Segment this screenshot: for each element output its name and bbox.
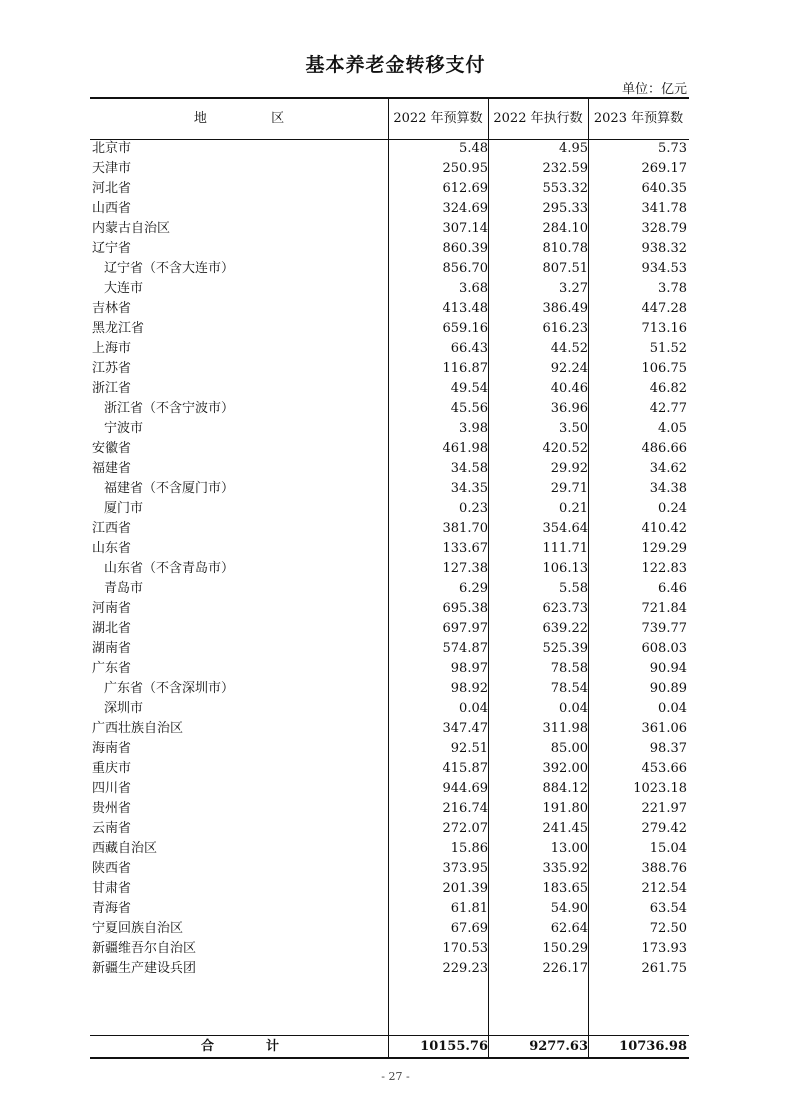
table-row (90, 679, 689, 699)
value-2022-budget: 461.98 (442, 441, 488, 456)
region-cell: 山东省（不含青岛市） (104, 561, 235, 576)
region-cell: 宁夏回族自治区 (92, 921, 184, 936)
value-2022-budget: 92.51 (450, 741, 488, 756)
value-2023-budget: 221.97 (641, 801, 687, 816)
region-cell: 广东省 (92, 661, 132, 676)
value-2023-budget: 72.50 (649, 921, 687, 936)
table-row (90, 739, 689, 759)
value-2023-budget: 15.04 (649, 841, 687, 856)
value-2022-budget: 67.69 (450, 921, 488, 936)
region-cell: 青海省 (92, 901, 132, 916)
region-cell: 江西省 (92, 521, 132, 536)
value-2022-budget: 66.43 (450, 341, 488, 356)
value-2023-budget: 261.75 (641, 961, 687, 976)
total-row (90, 1037, 689, 1057)
table-row (90, 339, 689, 359)
value-2023-budget: 42.77 (649, 401, 687, 416)
value-2023-budget: 90.89 (649, 681, 687, 696)
value-2023-budget: 388.76 (641, 861, 687, 876)
value-2022-budget: 45.56 (450, 401, 488, 416)
value-2023-budget: 341.78 (641, 201, 687, 216)
value-2023-budget: 34.62 (649, 461, 687, 476)
value-2022-actual: 553.32 (542, 181, 588, 196)
table-row (90, 379, 689, 399)
table-row (90, 139, 689, 159)
value-2022-actual: 623.73 (542, 601, 588, 616)
value-2023-budget: 106.75 (641, 361, 687, 376)
value-2022-budget: 272.07 (442, 821, 488, 836)
value-2022-actual: 191.80 (542, 801, 588, 816)
value-2022-actual: 29.92 (550, 461, 588, 476)
value-2022-actual: 13.00 (550, 841, 588, 856)
table-row (90, 239, 689, 259)
total-2022-budget: 10155.76 (420, 1039, 488, 1054)
value-2023-budget: 51.52 (649, 341, 687, 356)
value-2022-budget: 229.23 (442, 961, 488, 976)
header-region (90, 99, 388, 139)
value-2022-budget: 34.35 (450, 481, 488, 496)
value-2023-budget: 63.54 (649, 901, 687, 916)
value-2022-actual: 616.23 (542, 321, 588, 336)
value-2023-budget: 90.94 (649, 661, 687, 676)
value-2023-budget: 5.73 (658, 141, 687, 156)
table-row (90, 519, 689, 539)
table-row (90, 939, 689, 959)
region-cell: 吉林省 (92, 301, 132, 316)
region-cell: 陕西省 (92, 861, 132, 876)
value-2022-actual: 525.39 (542, 641, 588, 656)
value-2023-budget: 721.84 (641, 601, 687, 616)
header-region-a: 地 (193, 111, 207, 126)
region-cell: 上海市 (92, 341, 132, 356)
value-2022-budget: 373.95 (442, 861, 488, 876)
table-row (90, 499, 689, 519)
table-row (90, 919, 689, 939)
region-cell: 福建省（不含厦门市） (104, 481, 235, 496)
region-cell: 浙江省 (92, 381, 132, 396)
table-row (90, 259, 689, 279)
value-2022-budget: 307.14 (442, 221, 488, 236)
table-row (90, 619, 689, 639)
value-2023-budget: 739.77 (641, 621, 687, 636)
value-2023-budget: 129.29 (641, 541, 687, 556)
header-2022-budget: 2022 年预算数 (393, 111, 483, 126)
region-cell: 浙江省（不含宁波市） (104, 401, 235, 416)
region-cell: 黑龙江省 (92, 321, 145, 336)
value-2022-actual: 54.90 (550, 901, 588, 916)
value-2023-budget: 453.66 (641, 761, 687, 776)
page-number: - 27 - (381, 1070, 410, 1083)
value-2022-budget: 3.68 (459, 281, 488, 296)
value-2022-actual: 183.65 (542, 881, 588, 896)
table-row (90, 839, 689, 859)
region-cell: 河南省 (92, 601, 132, 616)
value-2022-budget: 944.69 (442, 781, 488, 796)
value-2022-actual: 44.52 (550, 341, 588, 356)
value-2023-budget: 3.78 (658, 281, 687, 296)
table-row (90, 419, 689, 439)
table-row (90, 659, 689, 679)
total-divider (90, 1035, 689, 1036)
value-2022-actual: 639.22 (542, 621, 588, 636)
value-2022-actual: 85.00 (550, 741, 588, 756)
table-row (90, 879, 689, 899)
table-row (90, 539, 689, 559)
unit-label: 单位：亿元 (621, 82, 687, 97)
table-body (90, 139, 689, 979)
value-2022-actual: 807.51 (542, 261, 588, 276)
table-row (90, 319, 689, 339)
value-2022-actual: 0.04 (559, 701, 588, 716)
value-2022-actual: 284.10 (542, 221, 588, 236)
table-row (90, 639, 689, 659)
value-2022-budget: 5.48 (459, 141, 488, 156)
table-row (90, 439, 689, 459)
value-2022-budget: 201.39 (442, 881, 488, 896)
value-2022-budget: 133.67 (442, 541, 488, 556)
value-2022-budget: 3.98 (459, 421, 488, 436)
value-2022-budget: 612.69 (442, 181, 488, 196)
region-cell: 山西省 (92, 201, 132, 216)
table-row (90, 719, 689, 739)
region-cell: 甘肃省 (92, 881, 132, 896)
region-cell: 大连市 (104, 281, 144, 296)
region-cell: 河北省 (92, 181, 132, 196)
region-cell: 湖南省 (92, 641, 132, 656)
value-2022-actual: 354.64 (542, 521, 588, 536)
value-2022-actual: 295.33 (542, 201, 588, 216)
value-2023-budget: 4.05 (658, 421, 687, 436)
value-2023-budget: 713.16 (641, 321, 687, 336)
region-cell: 重庆市 (92, 761, 132, 776)
total-2022-actual: 9277.63 (529, 1039, 588, 1054)
value-2022-actual: 40.46 (550, 381, 588, 396)
value-2023-budget: 34.38 (649, 481, 687, 496)
region-cell: 宁波市 (104, 421, 144, 436)
value-2023-budget: 122.83 (641, 561, 687, 576)
value-2022-budget: 856.70 (442, 261, 488, 276)
value-2022-budget: 98.97 (450, 661, 488, 676)
table-row (90, 199, 689, 219)
value-2022-actual: 3.27 (559, 281, 588, 296)
region-cell: 山东省 (92, 541, 132, 556)
value-2022-budget: 860.39 (442, 241, 488, 256)
value-2022-actual: 0.21 (559, 501, 588, 516)
value-2022-budget: 15.86 (450, 841, 488, 856)
value-2022-actual: 4.95 (559, 141, 588, 156)
value-2022-actual: 420.52 (542, 441, 588, 456)
value-2022-budget: 0.23 (459, 501, 488, 516)
region-cell: 新疆维吾尔自治区 (92, 941, 197, 956)
value-2022-budget: 49.54 (450, 381, 488, 396)
region-cell: 天津市 (92, 161, 132, 176)
transfer-table (90, 97, 689, 1059)
value-2022-actual: 386.49 (542, 301, 588, 316)
region-cell: 西藏自治区 (92, 841, 158, 856)
value-2022-budget: 170.53 (442, 941, 488, 956)
value-2022-budget: 0.04 (459, 701, 488, 716)
value-2023-budget: 46.82 (649, 381, 687, 396)
region-cell: 四川省 (92, 781, 132, 796)
region-cell: 新疆生产建设兵团 (92, 961, 197, 976)
value-2023-budget: 6.46 (658, 581, 687, 596)
table-row (90, 219, 689, 239)
value-2022-budget: 324.69 (442, 201, 488, 216)
value-2022-budget: 6.29 (459, 581, 488, 596)
value-2023-budget: 0.04 (658, 701, 687, 716)
value-2022-budget: 127.38 (442, 561, 488, 576)
value-2022-budget: 216.74 (442, 801, 488, 816)
region-cell: 福建省 (92, 461, 132, 476)
value-2023-budget: 938.32 (641, 241, 687, 256)
value-2022-actual: 150.29 (542, 941, 588, 956)
value-2022-budget: 347.47 (442, 721, 488, 736)
table-row (90, 599, 689, 619)
value-2022-actual: 106.13 (542, 561, 588, 576)
value-2022-budget: 116.87 (442, 361, 488, 376)
table-row (90, 159, 689, 179)
page-title: 基本养老金转移支付 (305, 54, 486, 76)
value-2022-budget: 34.58 (450, 461, 488, 476)
value-2023-budget: 212.54 (641, 881, 687, 896)
total-label-b: 计 (266, 1039, 280, 1054)
value-2022-actual: 111.71 (542, 541, 588, 556)
value-2023-budget: 640.35 (641, 181, 687, 196)
value-2023-budget: 410.42 (641, 521, 687, 536)
table-row (90, 579, 689, 599)
value-2022-actual: 884.12 (542, 781, 588, 796)
table-row (90, 799, 689, 819)
value-2022-actual: 78.58 (550, 661, 588, 676)
value-2023-budget: 486.66 (641, 441, 687, 456)
value-2023-budget: 328.79 (641, 221, 687, 236)
value-2022-actual: 3.50 (559, 421, 588, 436)
table-row (90, 559, 689, 579)
table-row (90, 859, 689, 879)
region-cell: 内蒙古自治区 (92, 221, 171, 236)
value-2023-budget: 1023.18 (633, 781, 687, 796)
table-row (90, 299, 689, 319)
value-2022-budget: 98.92 (450, 681, 488, 696)
region-cell: 湖北省 (92, 621, 132, 636)
region-cell: 广西壮族自治区 (92, 721, 184, 736)
region-cell: 安徽省 (92, 441, 132, 456)
table-row (90, 359, 689, 379)
value-2022-actual: 29.71 (550, 481, 588, 496)
value-2023-budget: 0.24 (658, 501, 687, 516)
value-2022-budget: 413.48 (442, 301, 488, 316)
value-2022-budget: 695.38 (442, 601, 488, 616)
value-2022-actual: 36.96 (550, 401, 588, 416)
value-2023-budget: 279.42 (641, 821, 687, 836)
value-2023-budget: 608.03 (641, 641, 687, 656)
value-2022-actual: 311.98 (542, 721, 588, 736)
value-2022-budget: 659.16 (442, 321, 488, 336)
value-2023-budget: 361.06 (641, 721, 687, 736)
value-2023-budget: 173.93 (641, 941, 687, 956)
table-row (90, 759, 689, 779)
table-row (90, 819, 689, 839)
value-2022-budget: 381.70 (442, 521, 488, 536)
value-2022-budget: 697.97 (442, 621, 488, 636)
value-2022-actual: 392.00 (542, 761, 588, 776)
region-cell: 海南省 (92, 741, 132, 756)
value-2022-actual: 810.78 (542, 241, 588, 256)
table-row (90, 699, 689, 719)
value-2023-budget: 447.28 (641, 301, 687, 316)
region-cell: 辽宁省（不含大连市） (104, 261, 235, 276)
table-row (90, 279, 689, 299)
table-row (90, 459, 689, 479)
total-2023-budget: 10736.98 (619, 1039, 687, 1054)
region-cell: 北京市 (92, 141, 132, 156)
header-2022-actual: 2022 年执行数 (493, 111, 583, 126)
region-cell: 辽宁省 (92, 241, 132, 256)
table-row (90, 959, 689, 979)
region-cell: 江苏省 (92, 361, 132, 376)
region-cell: 青岛市 (104, 581, 144, 596)
value-2022-budget: 250.95 (442, 161, 488, 176)
value-2023-budget: 269.17 (641, 161, 687, 176)
region-cell: 贵州省 (92, 801, 132, 816)
header-region-b: 区 (271, 111, 285, 126)
table-row (90, 899, 689, 919)
value-2022-budget: 415.87 (442, 761, 488, 776)
value-2022-budget: 61.81 (450, 901, 488, 916)
region-cell: 广东省（不含深圳市） (104, 681, 235, 696)
value-2022-budget: 574.87 (442, 641, 488, 656)
region-cell: 云南省 (92, 821, 132, 836)
value-2022-actual: 5.58 (559, 581, 588, 596)
value-2022-actual: 92.24 (550, 361, 588, 376)
value-2022-actual: 335.92 (542, 861, 588, 876)
table-row (90, 179, 689, 199)
value-2022-actual: 241.45 (542, 821, 588, 836)
value-2022-actual: 78.54 (550, 681, 588, 696)
value-2022-actual: 62.64 (550, 921, 588, 936)
table-row (90, 779, 689, 799)
table-row (90, 399, 689, 419)
region-cell: 厦门市 (104, 501, 144, 516)
value-2023-budget: 934.53 (641, 261, 687, 276)
value-2023-budget: 98.37 (649, 741, 687, 756)
value-2022-actual: 226.17 (542, 961, 588, 976)
region-cell: 深圳市 (104, 701, 144, 716)
value-2022-actual: 232.59 (542, 161, 588, 176)
table-row (90, 479, 689, 499)
total-label-a: 合 (201, 1039, 215, 1054)
header-2023-budget: 2023 年预算数 (593, 111, 684, 126)
